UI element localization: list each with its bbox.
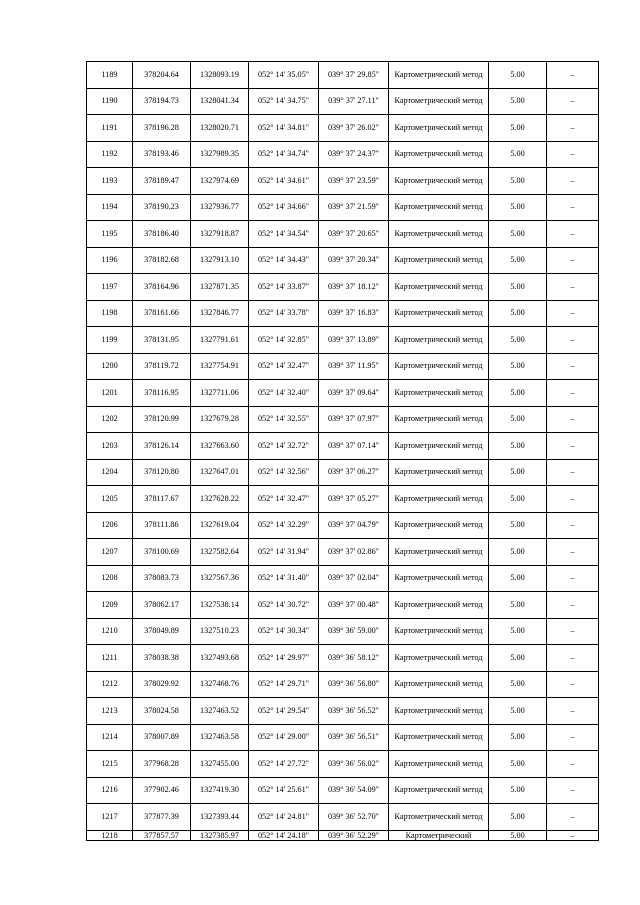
longitude-cell: 039° 37' 23.59" — [319, 168, 389, 195]
latitude-cell: 052° 14' 32.56" — [249, 459, 319, 486]
longitude-cell: 039° 37' 04.79" — [319, 512, 389, 539]
accuracy-cell: 5.00 — [489, 62, 547, 89]
longitude-cell: 039° 36' 59.00" — [319, 618, 389, 645]
point-number-cell: 1201 — [87, 380, 133, 407]
y-coordinate-cell: 1327974.69 — [191, 168, 249, 195]
point-number-cell: 1200 — [87, 353, 133, 380]
note-cell: – — [547, 274, 599, 301]
latitude-cell: 052° 14' 31.94" — [249, 539, 319, 566]
accuracy-cell: 5.00 — [489, 459, 547, 486]
note-cell: – — [547, 698, 599, 725]
latitude-cell: 052° 14' 34.81" — [249, 115, 319, 142]
table-row — [87, 115, 599, 142]
accuracy-cell: 5.00 — [489, 486, 547, 513]
note-cell: – — [547, 592, 599, 619]
note-cell: – — [547, 62, 599, 89]
y-coordinate-cell: 1327567.36 — [191, 565, 249, 592]
accuracy-cell: 5.00 — [489, 724, 547, 751]
note-cell: – — [547, 406, 599, 433]
latitude-cell: 052° 14' 29.71" — [249, 671, 319, 698]
point-number-cell: 1199 — [87, 327, 133, 354]
note-cell: – — [547, 565, 599, 592]
point-number-cell: 1194 — [87, 194, 133, 221]
table-row — [87, 724, 599, 751]
latitude-cell: 052° 14' 32.40" — [249, 380, 319, 407]
point-number-cell: 1213 — [87, 698, 133, 725]
y-coordinate-cell: 1327918.87 — [191, 221, 249, 248]
longitude-cell: 039° 37' 29.85" — [319, 62, 389, 89]
note-cell: – — [547, 380, 599, 407]
x-coordinate-cell: 377877.39 — [133, 804, 191, 831]
table-row — [87, 804, 599, 831]
point-number-cell: 1202 — [87, 406, 133, 433]
accuracy-cell: 5.00 — [489, 168, 547, 195]
longitude-cell: 039° 37' 02.86" — [319, 539, 389, 566]
latitude-cell: 052° 14' 35.05" — [249, 62, 319, 89]
table-row — [87, 194, 599, 221]
table-row — [87, 618, 599, 645]
accuracy-cell: 5.00 — [489, 565, 547, 592]
x-coordinate-cell: 378111.86 — [133, 512, 191, 539]
longitude-cell: 039° 37' 18.12" — [319, 274, 389, 301]
y-coordinate-cell: 1327463.58 — [191, 724, 249, 751]
table-row — [87, 512, 599, 539]
y-coordinate-cell: 1328041.34 — [191, 88, 249, 115]
note-cell: – — [547, 486, 599, 513]
method-cell: Картометрический метод — [389, 300, 489, 327]
table-row — [87, 380, 599, 407]
longitude-cell: 039° 37' 11.95" — [319, 353, 389, 380]
method-cell: Картометрический метод — [389, 274, 489, 301]
point-number-cell: 1208 — [87, 565, 133, 592]
x-coordinate-cell: 378190.23 — [133, 194, 191, 221]
accuracy-cell: 5.00 — [489, 88, 547, 115]
x-coordinate-cell: 378120.80 — [133, 459, 191, 486]
note-cell: – — [547, 88, 599, 115]
longitude-cell: 039° 37' 05.27" — [319, 486, 389, 513]
y-coordinate-cell: 1327989.35 — [191, 141, 249, 168]
note-cell: – — [547, 751, 599, 778]
method-cell: Картометрический метод — [389, 698, 489, 725]
y-coordinate-cell: 1327619.04 — [191, 512, 249, 539]
accuracy-cell: 5.00 — [489, 327, 547, 354]
y-coordinate-cell: 1327582.64 — [191, 539, 249, 566]
x-coordinate-cell: 378029.92 — [133, 671, 191, 698]
longitude-cell: 039° 37' 20.34" — [319, 247, 389, 274]
y-coordinate-cell: 1327493.68 — [191, 645, 249, 672]
latitude-cell: 052° 14' 34.74" — [249, 141, 319, 168]
x-coordinate-cell: 378083.73 — [133, 565, 191, 592]
latitude-cell: 052° 14' 34.54" — [249, 221, 319, 248]
table-row — [87, 539, 599, 566]
accuracy-cell: 5.00 — [489, 221, 547, 248]
note-cell: – — [547, 724, 599, 751]
accuracy-cell: 5.00 — [489, 592, 547, 619]
note-cell: – — [547, 539, 599, 566]
x-coordinate-cell: 378193.46 — [133, 141, 191, 168]
accuracy-cell: 5.00 — [489, 274, 547, 301]
longitude-cell: 039° 36' 52.70" — [319, 804, 389, 831]
longitude-cell: 039° 37' 26.02" — [319, 115, 389, 142]
method-cell: Картометрический метод — [389, 221, 489, 248]
method-cell: Картометрический метод — [389, 751, 489, 778]
longitude-cell: 039° 37' 06.27" — [319, 459, 389, 486]
latitude-cell: 052° 14' 34.66" — [249, 194, 319, 221]
x-coordinate-cell: 378100.69 — [133, 539, 191, 566]
accuracy-cell: 5.00 — [489, 830, 547, 840]
x-coordinate-cell: 378038.38 — [133, 645, 191, 672]
accuracy-cell: 5.00 — [489, 300, 547, 327]
longitude-cell: 039° 36' 54.09" — [319, 777, 389, 804]
point-number-cell: 1214 — [87, 724, 133, 751]
latitude-cell: 052° 14' 31.40" — [249, 565, 319, 592]
accuracy-cell: 5.00 — [489, 512, 547, 539]
table-row — [87, 645, 599, 672]
x-coordinate-cell: 378204.64 — [133, 62, 191, 89]
longitude-cell: 039° 37' 21.59" — [319, 194, 389, 221]
latitude-cell: 052° 14' 32.72" — [249, 433, 319, 460]
x-coordinate-cell: 378119.72 — [133, 353, 191, 380]
latitude-cell: 052° 14' 33.87" — [249, 274, 319, 301]
note-cell: – — [547, 327, 599, 354]
note-cell: – — [547, 830, 599, 840]
table-row — [87, 459, 599, 486]
point-number-cell: 1196 — [87, 247, 133, 274]
note-cell: – — [547, 433, 599, 460]
latitude-cell: 052° 14' 32.47" — [249, 486, 319, 513]
latitude-cell: 052° 14' 30.72" — [249, 592, 319, 619]
method-cell: Картометрический — [389, 830, 489, 840]
y-coordinate-cell: 1327846.77 — [191, 300, 249, 327]
longitude-cell: 039° 36' 56.02" — [319, 751, 389, 778]
method-cell: Картометрический метод — [389, 141, 489, 168]
note-cell: – — [547, 618, 599, 645]
accuracy-cell: 5.00 — [489, 380, 547, 407]
y-coordinate-cell: 1327463.52 — [191, 698, 249, 725]
table-row — [87, 486, 599, 513]
point-number-cell: 1198 — [87, 300, 133, 327]
table-row — [87, 168, 599, 195]
table-row — [87, 671, 599, 698]
table-row — [87, 327, 599, 354]
longitude-cell: 039° 37' 16.83" — [319, 300, 389, 327]
longitude-cell: 039° 36' 56.80" — [319, 671, 389, 698]
latitude-cell: 052° 14' 24.18" — [249, 830, 319, 840]
accuracy-cell: 5.00 — [489, 141, 547, 168]
latitude-cell: 052° 14' 25.61" — [249, 777, 319, 804]
latitude-cell: 052° 14' 32.55" — [249, 406, 319, 433]
x-coordinate-cell: 378189.47 — [133, 168, 191, 195]
latitude-cell: 052° 14' 32.29" — [249, 512, 319, 539]
longitude-cell: 039° 37' 07.97" — [319, 406, 389, 433]
y-coordinate-cell: 1327791.61 — [191, 327, 249, 354]
y-coordinate-cell: 1327510.23 — [191, 618, 249, 645]
y-coordinate-cell: 1327393.44 — [191, 804, 249, 831]
accuracy-cell: 5.00 — [489, 777, 547, 804]
note-cell: – — [547, 221, 599, 248]
table-row — [87, 830, 599, 840]
longitude-cell: 039° 36' 56.52" — [319, 698, 389, 725]
point-number-cell: 1191 — [87, 115, 133, 142]
note-cell: – — [547, 115, 599, 142]
longitude-cell: 039° 37' 13.89" — [319, 327, 389, 354]
longitude-cell: 039° 37' 20.65" — [319, 221, 389, 248]
method-cell: Картометрический метод — [389, 115, 489, 142]
table-row — [87, 274, 599, 301]
x-coordinate-cell: 377902.46 — [133, 777, 191, 804]
point-number-cell: 1218 — [87, 830, 133, 840]
accuracy-cell: 5.00 — [489, 433, 547, 460]
y-coordinate-cell: 1327913.10 — [191, 247, 249, 274]
point-number-cell: 1195 — [87, 221, 133, 248]
y-coordinate-cell: 1327628.22 — [191, 486, 249, 513]
latitude-cell: 052° 14' 34.75" — [249, 88, 319, 115]
table-row — [87, 300, 599, 327]
x-coordinate-cell: 377968.28 — [133, 751, 191, 778]
method-cell: Картометрический метод — [389, 671, 489, 698]
method-cell: Картометрический метод — [389, 592, 489, 619]
latitude-cell: 052° 14' 29.97" — [249, 645, 319, 672]
x-coordinate-cell: 378049.89 — [133, 618, 191, 645]
table-row — [87, 247, 599, 274]
latitude-cell: 052° 14' 27.72" — [249, 751, 319, 778]
point-number-cell: 1192 — [87, 141, 133, 168]
point-number-cell: 1197 — [87, 274, 133, 301]
note-cell: – — [547, 804, 599, 831]
note-cell: – — [547, 300, 599, 327]
note-cell: – — [547, 168, 599, 195]
method-cell: Картометрический метод — [389, 353, 489, 380]
method-cell: Картометрический метод — [389, 380, 489, 407]
x-coordinate-cell: 378120.99 — [133, 406, 191, 433]
accuracy-cell: 5.00 — [489, 645, 547, 672]
accuracy-cell: 5.00 — [489, 194, 547, 221]
y-coordinate-cell: 1327679.28 — [191, 406, 249, 433]
x-coordinate-cell: 378131.95 — [133, 327, 191, 354]
accuracy-cell: 5.00 — [489, 804, 547, 831]
table-row — [87, 221, 599, 248]
longitude-cell: 039° 37' 07.14" — [319, 433, 389, 460]
y-coordinate-cell: 1327647.01 — [191, 459, 249, 486]
point-number-cell: 1212 — [87, 671, 133, 698]
method-cell: Картометрический метод — [389, 62, 489, 89]
table-row — [87, 751, 599, 778]
method-cell: Картометрический метод — [389, 433, 489, 460]
longitude-cell: 039° 37' 09.64" — [319, 380, 389, 407]
note-cell: – — [547, 777, 599, 804]
y-coordinate-cell: 1327455.00 — [191, 751, 249, 778]
latitude-cell: 052° 14' 30.34" — [249, 618, 319, 645]
y-coordinate-cell: 1327385.97 — [191, 830, 249, 840]
x-coordinate-cell: 378024.58 — [133, 698, 191, 725]
method-cell: Картометрический метод — [389, 247, 489, 274]
x-coordinate-cell: 378196.28 — [133, 115, 191, 142]
x-coordinate-cell: 378164.96 — [133, 274, 191, 301]
table-row — [87, 777, 599, 804]
latitude-cell: 052° 14' 29.00" — [249, 724, 319, 751]
accuracy-cell: 5.00 — [489, 618, 547, 645]
latitude-cell: 052° 14' 32.85" — [249, 327, 319, 354]
table-row — [87, 565, 599, 592]
note-cell: – — [547, 194, 599, 221]
x-coordinate-cell: 378186.40 — [133, 221, 191, 248]
accuracy-cell: 5.00 — [489, 698, 547, 725]
latitude-cell: 052° 14' 32.47" — [249, 353, 319, 380]
point-number-cell: 1209 — [87, 592, 133, 619]
y-coordinate-cell: 1328093.19 — [191, 62, 249, 89]
method-cell: Картометрический метод — [389, 645, 489, 672]
point-number-cell: 1205 — [87, 486, 133, 513]
table-row — [87, 353, 599, 380]
method-cell: Картометрический метод — [389, 565, 489, 592]
note-cell: – — [547, 459, 599, 486]
note-cell: – — [547, 645, 599, 672]
longitude-cell: 039° 37' 00.48" — [319, 592, 389, 619]
table-row — [87, 433, 599, 460]
method-cell: Картометрический метод — [389, 539, 489, 566]
y-coordinate-cell: 1327754.91 — [191, 353, 249, 380]
note-cell: – — [547, 141, 599, 168]
method-cell: Картометрический метод — [389, 406, 489, 433]
point-number-cell: 1206 — [87, 512, 133, 539]
point-number-cell: 1193 — [87, 168, 133, 195]
longitude-cell: 039° 36' 56.51" — [319, 724, 389, 751]
point-number-cell: 1204 — [87, 459, 133, 486]
point-number-cell: 1207 — [87, 539, 133, 566]
y-coordinate-cell: 1327419.30 — [191, 777, 249, 804]
accuracy-cell: 5.00 — [489, 353, 547, 380]
y-coordinate-cell: 1327936.77 — [191, 194, 249, 221]
method-cell: Картометрический метод — [389, 618, 489, 645]
x-coordinate-cell: 378182.68 — [133, 247, 191, 274]
point-number-cell: 1211 — [87, 645, 133, 672]
method-cell: Картометрический метод — [389, 512, 489, 539]
table-row — [87, 141, 599, 168]
accuracy-cell: 5.00 — [489, 671, 547, 698]
longitude-cell: 039° 37' 27.11" — [319, 88, 389, 115]
note-cell: – — [547, 671, 599, 698]
table-row — [87, 698, 599, 725]
method-cell: Картометрический метод — [389, 804, 489, 831]
x-coordinate-cell: 378007.89 — [133, 724, 191, 751]
accuracy-cell: 5.00 — [489, 115, 547, 142]
y-coordinate-cell: 1327538.14 — [191, 592, 249, 619]
y-coordinate-cell: 1327468.76 — [191, 671, 249, 698]
accuracy-cell: 5.00 — [489, 247, 547, 274]
point-number-cell: 1190 — [87, 88, 133, 115]
table-row — [87, 62, 599, 89]
x-coordinate-cell: 377857.57 — [133, 830, 191, 840]
note-cell: – — [547, 512, 599, 539]
latitude-cell: 052° 14' 29.54" — [249, 698, 319, 725]
x-coordinate-cell: 378194.73 — [133, 88, 191, 115]
latitude-cell: 052° 14' 34.61" — [249, 168, 319, 195]
x-coordinate-cell: 378116.95 — [133, 380, 191, 407]
latitude-cell: 052° 14' 34.43" — [249, 247, 319, 274]
method-cell: Картометрический метод — [389, 777, 489, 804]
method-cell: Картометрический метод — [389, 459, 489, 486]
x-coordinate-cell: 378126.14 — [133, 433, 191, 460]
accuracy-cell: 5.00 — [489, 539, 547, 566]
y-coordinate-cell: 1328020.71 — [191, 115, 249, 142]
x-coordinate-cell: 378117.67 — [133, 486, 191, 513]
method-cell: Картометрический метод — [389, 327, 489, 354]
method-cell: Картометрический метод — [389, 724, 489, 751]
point-number-cell: 1217 — [87, 804, 133, 831]
latitude-cell: 052° 14' 33.78" — [249, 300, 319, 327]
note-cell: – — [547, 247, 599, 274]
longitude-cell: 039° 36' 58.12" — [319, 645, 389, 672]
y-coordinate-cell: 1327711.06 — [191, 380, 249, 407]
method-cell: Картометрический метод — [389, 88, 489, 115]
table-row — [87, 406, 599, 433]
method-cell: Картометрический метод — [389, 194, 489, 221]
x-coordinate-cell: 378062.17 — [133, 592, 191, 619]
point-number-cell: 1203 — [87, 433, 133, 460]
latitude-cell: 052° 14' 24.81" — [249, 804, 319, 831]
note-cell: – — [547, 353, 599, 380]
longitude-cell: 039° 37' 24.37" — [319, 141, 389, 168]
coordinates-table — [86, 61, 599, 841]
point-number-cell: 1210 — [87, 618, 133, 645]
accuracy-cell: 5.00 — [489, 406, 547, 433]
longitude-cell: 039° 36' 52.29" — [319, 830, 389, 840]
accuracy-cell: 5.00 — [489, 751, 547, 778]
point-number-cell: 1215 — [87, 751, 133, 778]
table-row — [87, 88, 599, 115]
table-row — [87, 592, 599, 619]
x-coordinate-cell: 378161.66 — [133, 300, 191, 327]
point-number-cell: 1189 — [87, 62, 133, 89]
method-cell: Картометрический метод — [389, 486, 489, 513]
point-number-cell: 1216 — [87, 777, 133, 804]
longitude-cell: 039° 37' 02.04" — [319, 565, 389, 592]
method-cell: Картометрический метод — [389, 168, 489, 195]
y-coordinate-cell: 1327663.60 — [191, 433, 249, 460]
table-body — [87, 62, 599, 841]
y-coordinate-cell: 1327871.35 — [191, 274, 249, 301]
